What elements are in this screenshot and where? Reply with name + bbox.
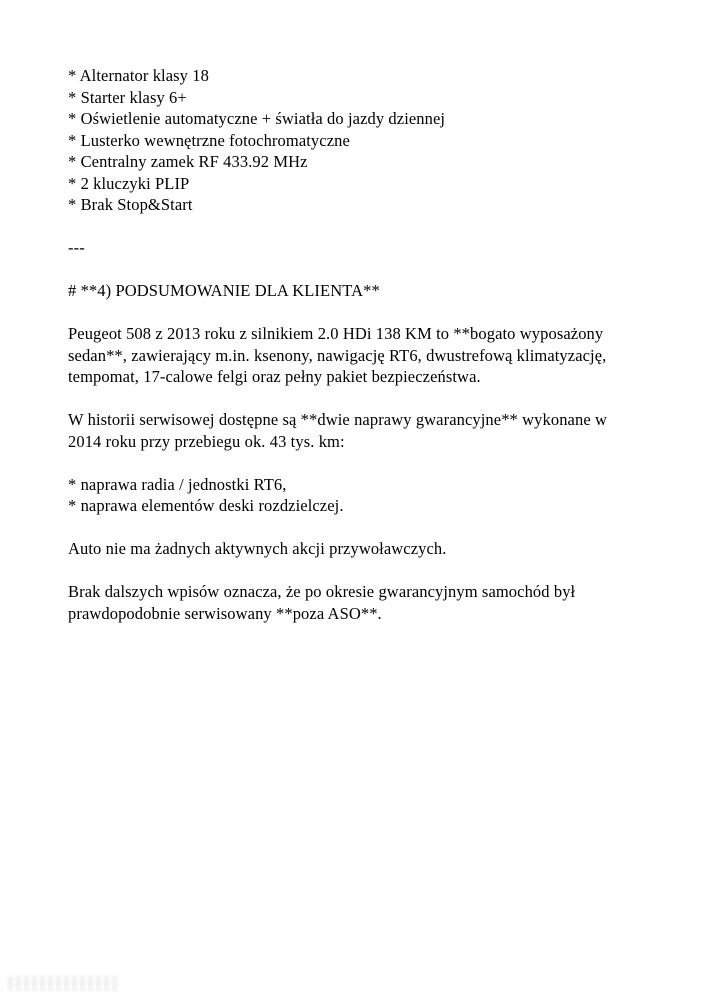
- equipment-item: * Brak Stop&Start: [68, 195, 193, 214]
- equipment-item: * Oświetlenie automatyczne + światła do jazdy dziennej: [68, 109, 446, 128]
- paragraph-line: W historii serwisowej dostępne są **dwie naprawy gwarancyjne** wykonane w: [68, 410, 607, 429]
- watermark: [8, 976, 120, 991]
- equipment-item: * Lusterko wewnętrzne fotochromatyczne: [68, 130, 350, 150]
- paragraph-line: Peugeot 508 z 2013 roku z silnikiem 2.0 HDi 138 KM to **bogato wyposażony: [68, 324, 604, 343]
- equipment-list: [68, 65, 658, 216]
- paragraph-line: sedan**, zawierający m.in. ksenony, nawigację RT6, dwustrefową klimatyzację,: [68, 345, 607, 365]
- equipment-item: * Centralny zamek RF 433.92 MHz: [68, 152, 308, 171]
- paragraph-line: 2014 roku przy przebiegu ok. 43 tys. km:: [68, 431, 345, 451]
- repair-item: * naprawa radia / jednostki RT6,: [68, 474, 287, 494]
- service-history-paragraph: [68, 409, 658, 452]
- paragraph-line: tempomat, 17-calowe felgi oraz pełny pakiet bezpieczeństwa.: [68, 367, 481, 386]
- document-body: [68, 65, 658, 624]
- equipment-item: * Alternator klasy 18: [68, 66, 209, 85]
- paragraph-line: prawdopodobnie serwisowany **poza ASO**.: [68, 603, 382, 623]
- paragraph-line: Auto nie ma żadnych aktywnych akcji przywoławczych.: [68, 539, 447, 558]
- repair-item: * naprawa elementów deski rozdzielczej.: [68, 496, 344, 515]
- closing-paragraph: [68, 581, 658, 624]
- repairs-list: [68, 474, 658, 517]
- section-heading: # **4) PODSUMOWANIE DLA KLIENTA**: [68, 281, 380, 300]
- recall-paragraph: [68, 538, 658, 560]
- horizontal-rule-text: ---: [68, 238, 85, 257]
- equipment-item: * 2 kluczyki PLIP: [68, 173, 190, 193]
- separator-block: [68, 237, 658, 259]
- section-heading-block: [68, 280, 658, 302]
- summary-paragraph: [68, 323, 658, 388]
- paragraph-line: Brak dalszych wpisów oznacza, że po okresie gwarancyjnym samochód był: [68, 582, 576, 601]
- equipment-item: * Starter klasy 6+: [68, 87, 187, 107]
